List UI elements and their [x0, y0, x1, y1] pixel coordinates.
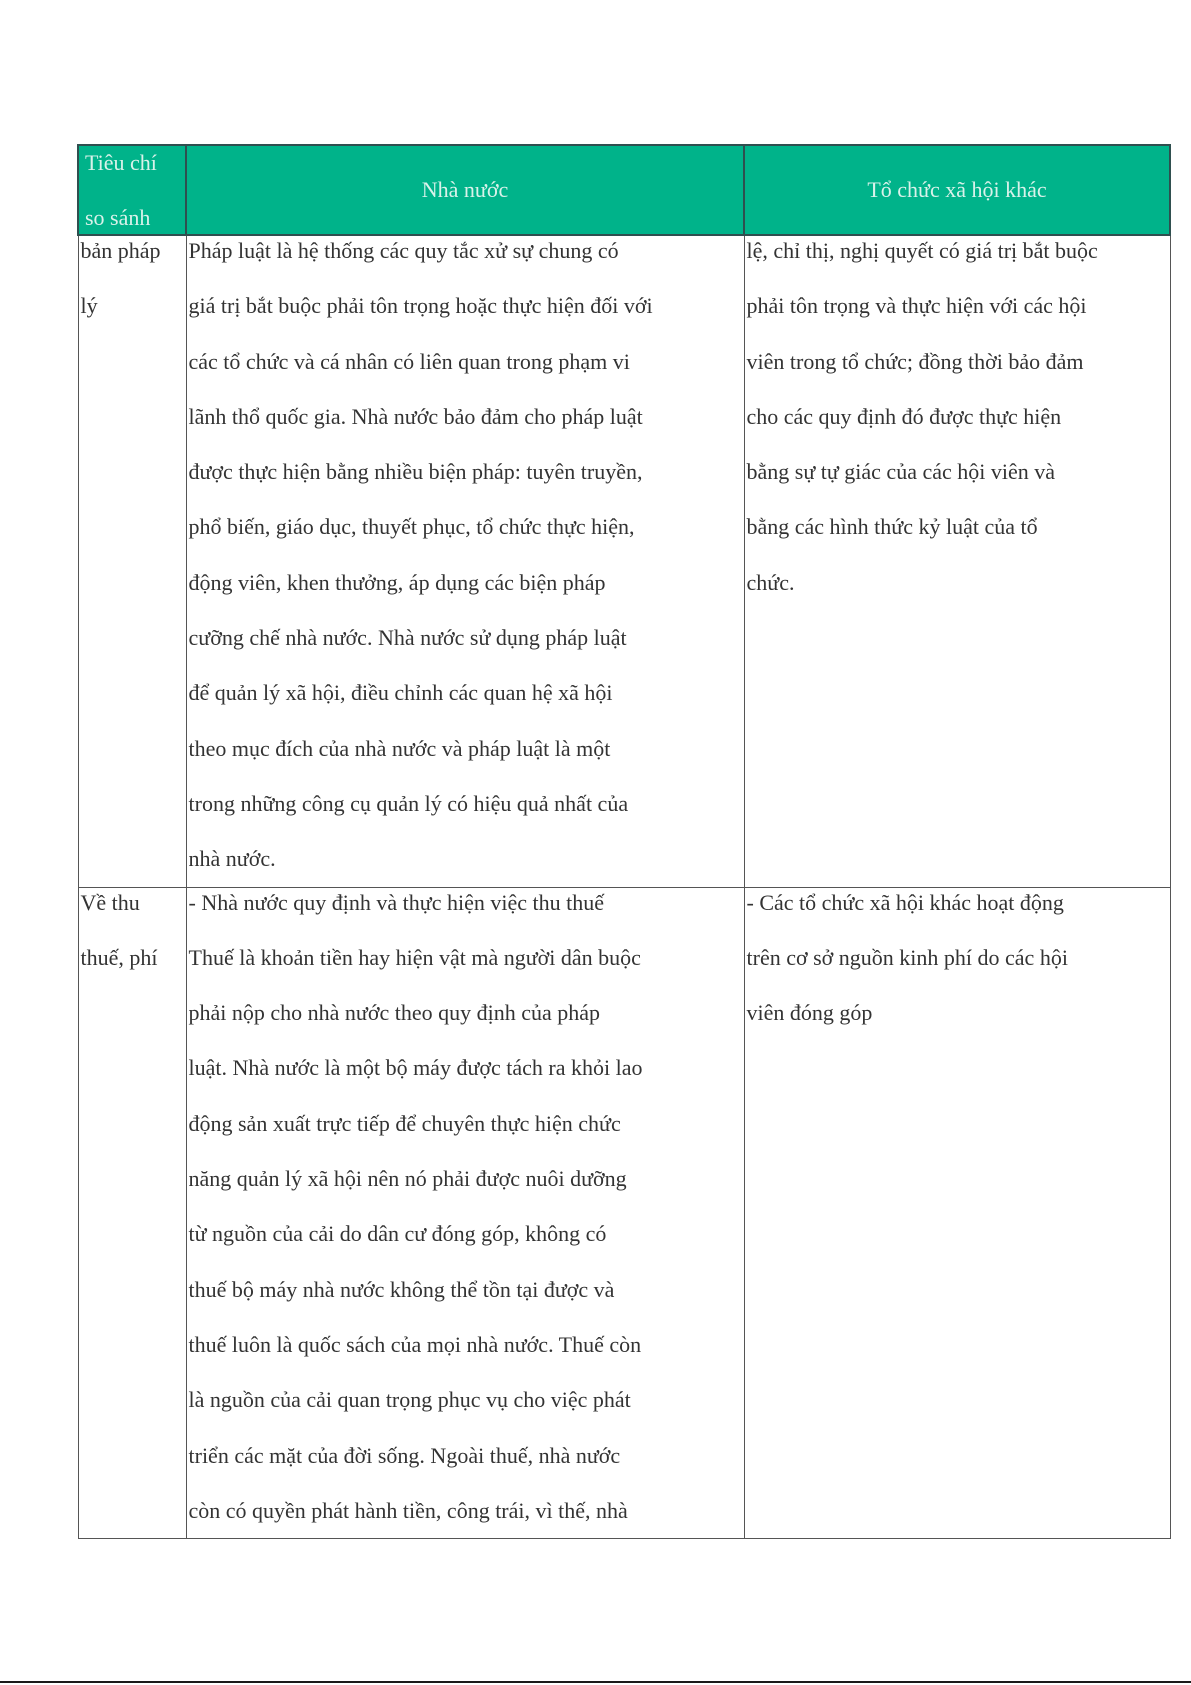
row-other-cell [744, 235, 1170, 887]
header-other-organizations: Tổ chức xã hội khác [744, 145, 1170, 235]
criteria-line: lý [80, 293, 98, 319]
table-row [78, 887, 1170, 1539]
criteria-line: Về thu [80, 889, 140, 915]
state-text-line: phải nộp cho nhà nước theo quy định của pháp [188, 1000, 601, 1026]
page-bottom-rule [0, 1681, 1191, 1683]
state-text-line: trong những công cụ quản lý có hiệu quả nhất của [188, 790, 629, 816]
state-text-line: Thuế là khoản tiền hay hiện vật mà người dân buộc [188, 944, 641, 970]
state-text-line: triển các mặt của đời sống. Ngoài thuế, nhà nước [188, 1442, 621, 1468]
other-text-line: lệ, chỉ thị, nghị quyết có giá trị bắt buộc [746, 238, 1098, 263]
row-state-cell [186, 235, 744, 887]
other-text-line: bằng sự tự giác của các hội viên và [746, 459, 1056, 485]
header-criteria-line-1: Tiêu chí [85, 149, 157, 175]
table-row [78, 235, 1170, 887]
state-text-line: từ nguồn của cải do dân cư đóng góp, không có [188, 1221, 607, 1247]
header-state: Nhà nước [186, 145, 744, 235]
state-text-line: Pháp luật là hệ thống các quy tắc xử sự chung có [188, 238, 619, 263]
row-criteria-cell [78, 235, 186, 887]
other-text-line: trên cơ sở nguồn kinh phí do các hội [746, 944, 1068, 970]
other-text-line: viên đóng góp [746, 1000, 873, 1026]
state-text-line: thuế luôn là quốc sách của mọi nhà nước. Thuế còn [188, 1331, 642, 1357]
table-header-row [78, 145, 1170, 235]
header-criteria [78, 145, 186, 235]
state-text-line: luật. Nhà nước là một bộ máy được tách ra khỏi lao [188, 1055, 643, 1081]
criteria-line: bản pháp [80, 238, 161, 263]
header-criteria-line-2: so sánh [85, 204, 151, 230]
state-text-line: theo mục đích của nhà nước và pháp luật là một [188, 735, 611, 761]
state-text-line: để quản lý xã hội, điều chỉnh các quan hệ xã hội [188, 680, 613, 706]
other-text-line: chức. [746, 569, 795, 595]
state-text-line: động viên, khen thưởng, áp dụng các biện pháp [188, 569, 606, 595]
other-text-line: - Các tổ chức xã hội khác hoạt động [746, 889, 1064, 915]
state-text-line: được thực hiện bằng nhiều biện pháp: tuyên truyền, [188, 459, 643, 485]
state-text-line: là nguồn của cải quan trọng phục vụ cho việc phát [188, 1387, 631, 1413]
state-text-line: lãnh thổ quốc gia. Nhà nước bảo đảm cho pháp luật [188, 403, 643, 429]
state-text-line: thuế bộ máy nhà nước không thể tồn tại được và [188, 1276, 615, 1302]
other-text-line: viên trong tổ chức; đồng thời bảo đảm [746, 348, 1084, 374]
other-text-line: phải tôn trọng và thực hiện với các hội [746, 293, 1087, 319]
criteria-line: thuế, phí [80, 944, 158, 970]
row-criteria-cell [78, 887, 186, 1539]
other-text-line: bằng các hình thức kỷ luật của tổ [746, 514, 1038, 540]
state-text-line: giá trị bắt buộc phải tôn trọng hoặc thực hiện đối với [188, 293, 653, 319]
state-text-line: các tổ chức và cá nhân có liên quan trong phạm vi [188, 348, 630, 374]
row-other-cell [744, 887, 1170, 1539]
state-text-line: năng quản lý xã hội nên nó phải được nuôi dưỡng [188, 1166, 627, 1192]
state-text-line: nhà nước. [188, 846, 276, 872]
state-text-line: còn có quyền phát hành tiền, công trái, vì thế, nhà [188, 1497, 628, 1523]
state-text-line: phổ biến, giáo dục, thuyết phục, tổ chức thực hiện, [188, 514, 635, 540]
row-state-cell [186, 887, 744, 1539]
state-text-line: - Nhà nước quy định và thực hiện việc thu thuế [188, 889, 604, 915]
state-text-line: động sản xuất trực tiếp để chuyên thực hiện chức [188, 1110, 621, 1136]
comparison-table [77, 144, 1171, 1539]
state-text-line: cưỡng chế nhà nước. Nhà nước sử dụng pháp luật [188, 625, 627, 651]
other-text-line: cho các quy định đó được thực hiện [746, 403, 1062, 429]
